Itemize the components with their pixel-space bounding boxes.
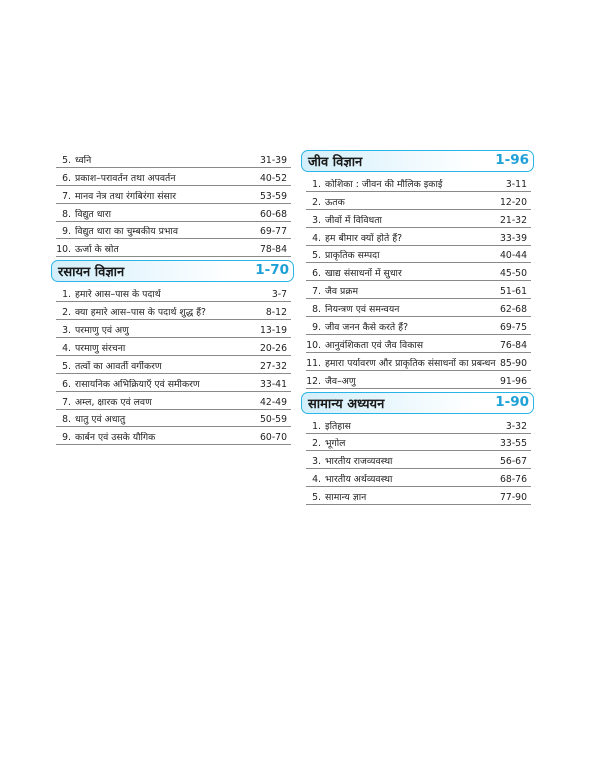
biology-chapter-list xyxy=(306,174,531,389)
chapter-number: 9. xyxy=(312,322,321,334)
toc-row xyxy=(306,416,531,434)
chemistry-chapter-list xyxy=(56,284,291,445)
chapter-pages: 78-84 xyxy=(259,244,287,256)
chapter-pages: 56-67 xyxy=(499,456,527,468)
toc-row xyxy=(56,374,291,392)
toc-row xyxy=(306,335,531,353)
chapter-title: ऊर्जा के स्रोत xyxy=(75,244,119,256)
chapter-number: 6. xyxy=(62,378,71,390)
chapter-number: 2. xyxy=(312,196,321,208)
biology-section-header xyxy=(306,150,531,172)
chapter-number: 10. xyxy=(306,339,321,351)
chapter-pages: 60-70 xyxy=(259,432,287,444)
chapter-title: जैव–अणु xyxy=(325,375,356,387)
chapter-pages: 33-39 xyxy=(499,232,527,244)
chapter-title: परमाणु संरचना xyxy=(75,342,126,354)
chapter-title: मानव नेत्र तथा रंगबिरंगा संसार xyxy=(75,190,177,202)
toc-row xyxy=(306,210,531,228)
physics-chapter-list xyxy=(56,150,291,257)
chapter-number: 1. xyxy=(312,178,321,190)
chapter-number: 5. xyxy=(62,360,71,372)
chapter-pages: 31-39 xyxy=(259,154,287,166)
toc-row xyxy=(56,302,291,320)
toc-row xyxy=(56,356,291,374)
chapter-pages: 13-19 xyxy=(259,325,287,337)
chapter-title: प्राकृतिक सम्पदा xyxy=(325,250,380,262)
chapter-number: 8. xyxy=(312,304,321,316)
toc-row xyxy=(306,192,531,210)
chapter-pages: 12-20 xyxy=(499,196,527,208)
toc-row xyxy=(306,263,531,281)
toc-row xyxy=(306,246,531,264)
chapter-number: 3. xyxy=(312,214,321,226)
toc-row xyxy=(56,320,291,338)
chapter-title: भारतीय अर्थव्यवस्था xyxy=(325,474,393,486)
chapter-pages: 42-49 xyxy=(259,396,287,408)
toc-row xyxy=(306,174,531,192)
chapter-title: तत्वों का आवर्ती वर्गीकरण xyxy=(75,360,162,372)
chapter-title: रासायनिक अभिक्रियाएँ एवं समीकरण xyxy=(75,378,200,390)
chapter-pages: 50-59 xyxy=(259,414,287,426)
left-column xyxy=(56,150,291,445)
chapter-number: 3. xyxy=(312,456,321,468)
chapter-pages: 60-68 xyxy=(259,208,287,220)
chapter-title: विद्युत धारा xyxy=(75,208,112,220)
section-title: रसायन विज्ञान xyxy=(58,265,125,281)
chapter-title: कार्बन एवं उसके यौगिक xyxy=(75,432,156,444)
chapter-number: 1. xyxy=(312,420,321,432)
toc-row xyxy=(306,317,531,335)
toc-row xyxy=(306,353,531,371)
chapter-pages: 45-50 xyxy=(499,268,527,280)
chapter-number: 7. xyxy=(312,286,321,298)
chapter-title: धातु एवं अधातु xyxy=(75,414,126,426)
toc-row xyxy=(56,284,291,302)
chapter-number: 1. xyxy=(62,289,71,301)
toc-row xyxy=(306,281,531,299)
chapter-pages: 40-44 xyxy=(499,250,527,262)
chapter-pages: 8-12 xyxy=(265,307,287,319)
chapter-number: 12. xyxy=(306,375,321,387)
chapter-title: जीवों में विविधता xyxy=(325,214,382,226)
chapter-pages: 51-61 xyxy=(499,286,527,298)
toc-row xyxy=(56,427,291,445)
chapter-pages: 27-32 xyxy=(259,360,287,372)
chapter-pages: 69-77 xyxy=(259,226,287,238)
chapter-title: खाद्य संसाधनों में सुधार xyxy=(325,268,402,280)
toc-row xyxy=(56,392,291,410)
chapter-title: आनुवंशिकता एवं जैव विकास xyxy=(325,339,424,351)
chapter-number: 5. xyxy=(62,154,71,166)
chapter-title: ध्वनि xyxy=(75,154,92,166)
chapter-pages: 68-76 xyxy=(499,474,527,486)
chapter-title: ऊतक xyxy=(325,196,345,208)
toc-row xyxy=(56,204,291,222)
chapter-pages: 20-26 xyxy=(259,342,287,354)
toc-row xyxy=(306,487,531,505)
chapter-pages: 21-32 xyxy=(499,214,527,226)
section-page-range: 1-70 xyxy=(255,262,289,279)
chapter-title: अम्ल, क्षारक एवं लवण xyxy=(75,396,152,408)
chapter-title: भूगोल xyxy=(325,438,346,450)
chapter-number: 8. xyxy=(62,208,71,220)
chapter-number: 7. xyxy=(62,190,71,202)
section-page-range: 1-90 xyxy=(495,393,529,410)
toc-row xyxy=(56,338,291,356)
chapter-pages: 76-84 xyxy=(499,339,527,351)
chapter-number: 4. xyxy=(312,232,321,244)
chapter-pages: 62-68 xyxy=(499,304,527,316)
chapter-number: 9. xyxy=(62,432,71,444)
chapter-pages: 85-90 xyxy=(499,357,527,369)
chapter-title: जैव प्रक्रम xyxy=(325,286,359,298)
chapter-title: जीव जनन कैसे करते हैं? xyxy=(325,322,409,334)
chapter-number: 6. xyxy=(62,172,71,184)
toc-row xyxy=(306,469,531,487)
chapter-pages: 3-32 xyxy=(505,420,527,432)
chapter-title: हमारे आस–पास के पदार्थ xyxy=(75,289,161,301)
general-studies-chapter-list xyxy=(306,416,531,505)
chapter-number: 10. xyxy=(56,244,71,256)
chapter-title: नियन्त्रण एवं समन्वयन xyxy=(325,304,400,316)
chapter-title: हमारा पर्यावरण और प्राकृतिक संसाधनों का प्रबन्धन xyxy=(325,357,496,369)
section-title: जीव विज्ञान xyxy=(308,155,363,170)
chapter-title: परमाणु एवं अणु xyxy=(75,325,129,337)
chapter-number: 11. xyxy=(306,357,321,369)
chapter-title: प्रकाश–परावर्तन तथा अपवर्तन xyxy=(75,172,176,184)
chapter-number: 4. xyxy=(62,342,71,354)
chapter-pages: 40-52 xyxy=(259,172,287,184)
chapter-number: 2. xyxy=(62,307,71,319)
chapter-number: 6. xyxy=(312,268,321,280)
chapter-pages: 3-7 xyxy=(271,289,287,301)
chapter-pages: 3-11 xyxy=(505,178,527,190)
chapter-title: विद्युत धारा का चुम्बकीय प्रभाव xyxy=(75,226,179,238)
toc-row xyxy=(56,150,291,168)
toc-row xyxy=(56,186,291,204)
chapter-number: 3. xyxy=(62,325,71,337)
chapter-pages: 77-90 xyxy=(499,492,527,504)
chapter-title: क्या हमारे आस–पास के पदार्थ शुद्ध हैं? xyxy=(75,307,206,319)
chapter-pages: 53-59 xyxy=(259,190,287,202)
toc-row xyxy=(56,410,291,428)
chapter-number: 5. xyxy=(312,492,321,504)
chapter-pages: 33-55 xyxy=(499,438,527,450)
chapter-number: 9. xyxy=(62,226,71,238)
toc-row xyxy=(306,228,531,246)
chapter-pages: 91-96 xyxy=(499,375,527,387)
toc-row xyxy=(306,434,531,452)
section-page-range: 1-96 xyxy=(495,152,529,168)
chapter-title: इतिहास xyxy=(325,420,351,432)
toc-row xyxy=(306,299,531,317)
toc-row xyxy=(306,371,531,389)
toc-row xyxy=(56,168,291,186)
chapter-title: हम बीमार क्यों होते हैं? xyxy=(325,232,403,244)
chapter-number: 2. xyxy=(312,438,321,450)
section-title: सामान्य अध्ययन xyxy=(308,396,385,412)
chemistry-section-header xyxy=(56,260,291,282)
chapter-pages: 69-75 xyxy=(499,322,527,334)
chapter-number: 8. xyxy=(62,414,71,426)
chapter-number: 4. xyxy=(312,474,321,486)
toc-row xyxy=(306,451,531,469)
chapter-number: 5. xyxy=(312,250,321,262)
toc-row xyxy=(56,239,291,257)
toc-row xyxy=(56,222,291,240)
right-column xyxy=(306,150,531,505)
chapter-title: सामान्य ज्ञान xyxy=(325,492,367,504)
chapter-pages: 33-41 xyxy=(259,378,287,390)
chapter-title: भारतीय राजव्यवस्था xyxy=(325,456,393,468)
general-studies-section-header xyxy=(306,392,531,414)
chapter-title: कोशिका : जीवन की मौलिक इकाई xyxy=(325,178,443,190)
chapter-number: 7. xyxy=(62,396,71,408)
